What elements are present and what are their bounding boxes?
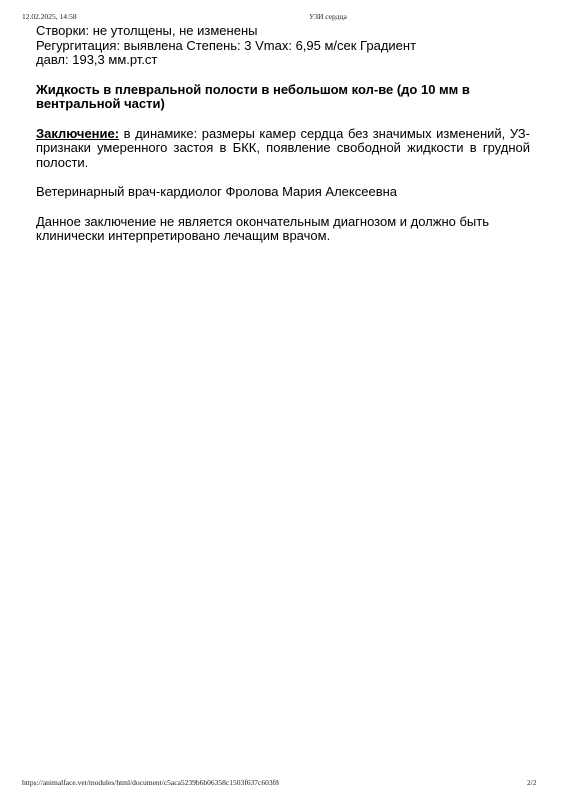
disclaimer-line-1: Данное заключение не является окончательным диагнозом и должно быть: [36, 213, 490, 229]
print-url: https://animalface.vet/modules/html/document/c5aca5239b6b06358c1503f637c603f8: [22, 778, 279, 787]
pressure-line: давл: 193,3 мм.рт.ст: [36, 52, 158, 67]
conclusion-label: Заключение:: [36, 125, 120, 141]
pleural-fluid-line-1: Жидкость в плевральной полости в небольшом кол-ве (до 10 мм в: [36, 81, 470, 97]
report-body: [36, 24, 530, 244]
conclusion-text: в динамике: размеры камер сердца без значимых изменений, УЗ-признаки умеренного застоя в БКК, появление свободной жидкости в грудной полости.: [36, 125, 530, 170]
regurgitation-line: Регургитация: выявлена Степень: 3 Vmax: 6,95 м/сек Градиент: [36, 37, 417, 53]
spacer: [36, 170, 530, 185]
spacer: [36, 68, 530, 83]
print-date: 12.02.2025, 14:58: [22, 12, 77, 21]
pleural-fluid-line-2: вентральной части): [36, 96, 165, 111]
conclusion-paragraph: [36, 127, 530, 171]
page-number: 2/2: [527, 778, 537, 787]
doctor-line: Ветеринарный врач-кардиолог Фролова Мария Алексеевна: [36, 184, 398, 199]
spacer: [36, 200, 530, 215]
print-title: УЗИ сердца: [309, 12, 347, 21]
disclaimer-line-2: клинически интерпретировано лечащим врачом.: [36, 228, 331, 243]
spacer: [36, 112, 530, 127]
valves-line: Створки: не утолщены, не изменены: [36, 23, 258, 38]
